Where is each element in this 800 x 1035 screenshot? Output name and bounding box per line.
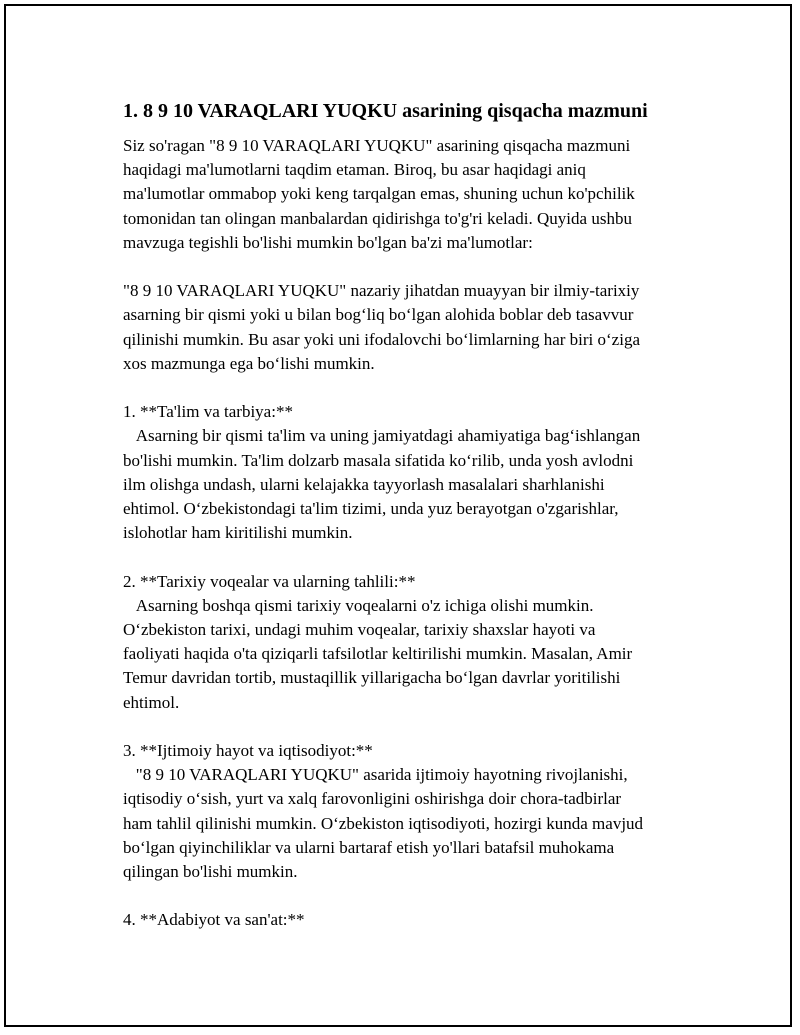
document-title: 1. 8 9 10 VARAQLARI YUQKU asarining qisqacha mazmuni [123,100,648,122]
paragraph-gap [123,376,693,400]
section-body-education: Asarning bir qismi ta'lim va uning jamiyatdagi ahamiyatiga bag‘ishlangan bo'lishi mumkin. Ta'lim dolzarb masala sifatida ko‘rilib, unda yosh avlodni ilm olishga undash, ularni kelajakka tayyorlash masalalari sharhlanishi ehtimol. O‘zbekistondagi ta'lim tizimi, unda yuz berayotgan o'zgarishlar, islohotlar ham kiritilishi mumkin. [123,426,641,543]
paragraph-gap [123,884,693,908]
document-page [4,4,792,1027]
section-body-society: "8 9 10 VARAQLARI YUQKU" asarida ijtimoiy hayotning rivojlanishi, iqtisodiy o‘sish, yurt va xalq farovonligini oshirishga doir chora-tadbirlar ham tahlil qilinishi mumkin. O‘zbekiston iqtisodiyoti, hozirgi kunda mavjud bo‘lgan qiyinchiliklar va ularni bartaraf etish yo'llari batafsil muhokama qilingan bo'lishi mumkin. [123,765,644,882]
section-heading-literature: 4. **Adabiyot va san'at:** [123,910,305,930]
section-heading-history: 2. **Tarixiy voqealar va ularning tahlili:** [123,571,416,591]
section-heading-education: 1. **Ta'lim va tarbiya:** [123,402,293,422]
section-heading-society: 3. **Ijtimoiy hayot va iqtisodiyot:** [123,741,373,761]
document-content [123,98,693,933]
paragraph-gap [123,715,693,739]
intro-paragraph: Siz so'ragan "8 9 10 VARAQLARI YUQKU" asarining qisqacha mazmuni haqidagi ma'lumotlarni taqdim etaman. Biroq, bu asar haqidagi aniq ma'lumotlar ommabop yoki keng tarqalgan emas, shuning uchun ko'pchilik tomonidan tan olingan manbalardan qidirishga to'g'ri keladi. Quyida ushbu mavzuga tegishli bo'lishi mumkin bo'lgan ba'zi ma'lumotlar: [123,136,635,252]
paragraph-gap [123,545,693,569]
section-body-history: Asarning boshqa qismi tarixiy voqealarni o'z ichiga olishi mumkin. O‘zbekiston tarixi, undagi muhim voqealar, tarixiy shaxslar hayoti va faoliyati haqida o'ta qiziqarli tafsilotlar keltirilishi mumkin. Masalan, Amir Temur davridan tortib, mustaqillik yillarigacha bo‘lgan davrlar yoritilishi ehtimol. [123,595,633,712]
paragraph-gap [123,255,693,279]
overview-paragraph: "8 9 10 VARAQLARI YUQKU" nazariy jihatdan muayyan bir ilmiy-tarixiy asarning bir qismi yoki u bilan bog‘liq bo‘lgan alohida boblar deb tasavvur qilinishi mumkin. Bu asar yoki uni ifodalovchi bo‘limlarning har biri o‘ziga xos mazmunga ega bo‘lishi mumkin. [123,281,640,373]
